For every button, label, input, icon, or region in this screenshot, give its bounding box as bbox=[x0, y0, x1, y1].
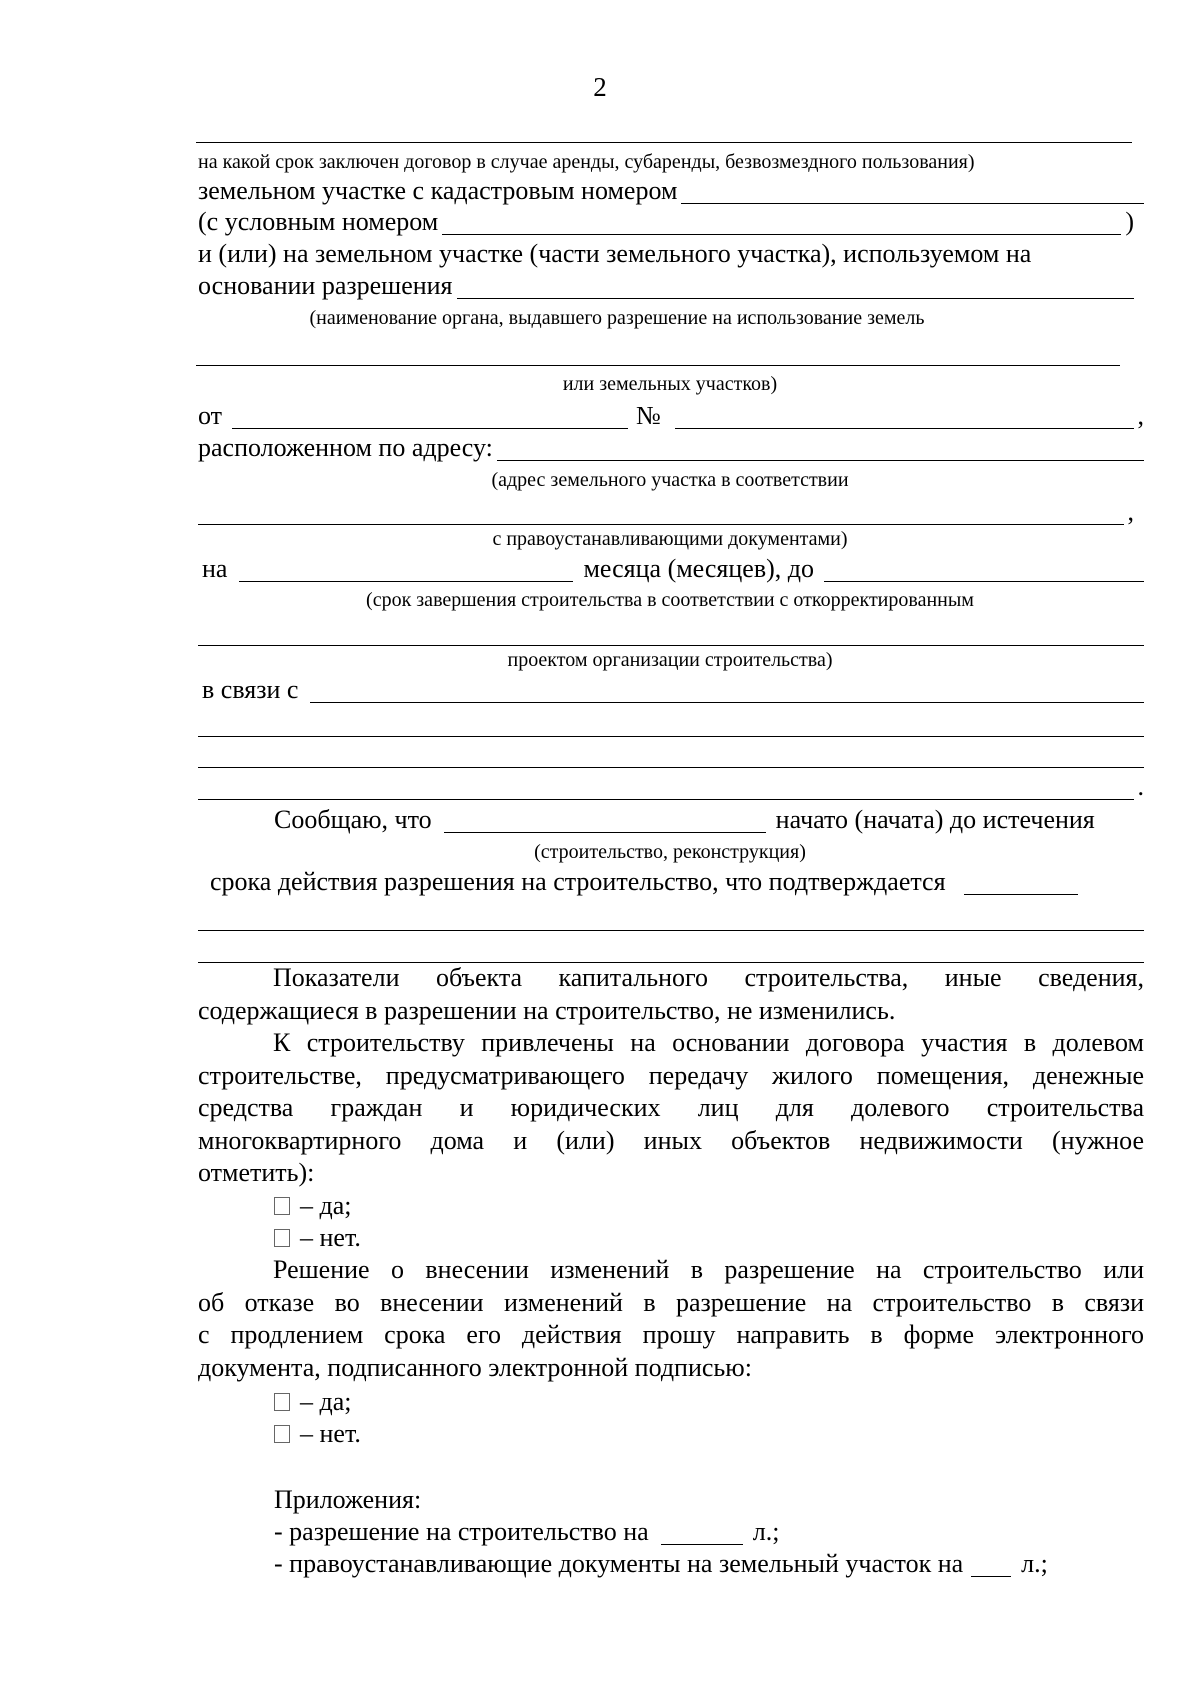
blank-line[interactable] bbox=[196, 142, 1132, 143]
paragraph-line: Решение о внесении изменений в разрешение на строительство или bbox=[273, 1255, 1144, 1284]
permit-number-field[interactable] bbox=[675, 405, 1134, 429]
paragraph-line: многоквартирного дома и (или) иных объектов недвижимости (нужное bbox=[198, 1125, 1144, 1155]
option-yes-label: – да; bbox=[300, 1191, 352, 1220]
conditional-number-row bbox=[198, 206, 1134, 238]
number-sign: № bbox=[636, 401, 661, 430]
paragraph-line: К строительству привлечены на основании договора участия в долевом bbox=[273, 1028, 1144, 1057]
months-mid-label: месяца (месяцев), до bbox=[583, 554, 814, 583]
permit-label: основании разрешения bbox=[198, 271, 453, 300]
hint-lease-term: на какой срок заключен договор в случае аренды, субаренды, безвозмездного пользования) bbox=[198, 151, 975, 173]
option-no-label: – нет. bbox=[300, 1419, 361, 1448]
option-no bbox=[274, 1222, 361, 1254]
sheets-suffix: л.; bbox=[752, 1517, 780, 1546]
months-row bbox=[198, 553, 1144, 585]
completion-line[interactable] bbox=[198, 645, 1144, 646]
option-no bbox=[274, 1418, 361, 1450]
conditional-number-field[interactable] bbox=[442, 211, 1121, 235]
permit-text: и (или) на земельном участке (части земельного участка), используемом на bbox=[198, 239, 1032, 268]
address-label: расположенном по адресу: bbox=[198, 433, 493, 462]
hint-lands: или земельных участков) bbox=[562, 373, 778, 395]
checkbox-yes[interactable] bbox=[274, 1197, 290, 1215]
reason-field[interactable] bbox=[310, 679, 1144, 703]
attachment-permit-row bbox=[274, 1516, 854, 1548]
address-continuation-field[interactable] bbox=[198, 501, 1124, 525]
paragraph-decision bbox=[198, 1254, 1144, 1384]
attachment-docs-label: - правоустанавливающие документы на земельный участок на bbox=[274, 1549, 964, 1578]
confirmation-line[interactable] bbox=[198, 930, 1144, 931]
reason-field[interactable] bbox=[198, 776, 1134, 800]
hint-permit-authority: (наименование органа, выдавшего разрешение на использование земель bbox=[309, 307, 925, 329]
option-no-label: – нет. bbox=[300, 1223, 361, 1252]
paragraph-line: строительстве, предусматривающего передачу жилого помещения, денежные bbox=[198, 1060, 1144, 1090]
paragraph-line: средства граждан и юридических лиц для долевого строительства bbox=[198, 1093, 1144, 1122]
address-continuation-row bbox=[198, 496, 1134, 528]
hint-project: проектом организации строительства) bbox=[507, 649, 833, 671]
validity-row bbox=[210, 866, 1144, 898]
option-yes-label: – да; bbox=[300, 1387, 352, 1416]
paragraph-line: отметить): bbox=[198, 1158, 315, 1187]
comma: , bbox=[1127, 497, 1134, 526]
attachment-docs-row bbox=[274, 1548, 1154, 1580]
permit-row bbox=[198, 270, 1134, 302]
hint-construction: (строительство, реконструкция) bbox=[534, 841, 806, 863]
permit-sheets-field[interactable] bbox=[661, 1521, 743, 1545]
cadastral-row bbox=[198, 175, 1144, 207]
paragraph-shared-construction bbox=[198, 1027, 1144, 1190]
permit-field[interactable] bbox=[457, 275, 1134, 299]
address-field[interactable] bbox=[497, 437, 1144, 461]
reason-line[interactable] bbox=[198, 767, 1144, 768]
comma: , bbox=[1137, 401, 1144, 430]
validity-label: срока действия разрешения на строительство, что подтверждается bbox=[210, 867, 946, 896]
permit-authority-line[interactable] bbox=[196, 365, 1120, 366]
docs-sheets-field[interactable] bbox=[971, 1553, 1011, 1577]
inform-row bbox=[198, 804, 1144, 836]
reason-last-row bbox=[198, 771, 1144, 803]
period: . bbox=[1137, 772, 1144, 801]
option-yes bbox=[274, 1190, 352, 1222]
address-row bbox=[198, 432, 1144, 464]
reason-label: в связи с bbox=[202, 675, 299, 704]
closing-parenthesis: ) bbox=[1125, 207, 1134, 236]
checkbox-electronic-yes[interactable] bbox=[274, 1393, 290, 1411]
inform-tail: начато (начата) до истечения bbox=[775, 805, 1095, 834]
inform-label: Сообщаю, что bbox=[274, 805, 432, 834]
paragraph-line: Показатели объекта капитального строительства, иные сведения, bbox=[273, 963, 1144, 992]
hint-title-documents: с правоустанавливающими документами) bbox=[492, 528, 848, 550]
confirmation-field[interactable] bbox=[964, 871, 1078, 895]
paragraph-line: с продлением срока его действия прошу направить в форме электронного bbox=[198, 1320, 1144, 1349]
cadastral-label: земельном участке с кадастровым номером bbox=[198, 176, 678, 205]
date-label: от bbox=[198, 401, 223, 430]
hint-address: (адрес земельного участка в соответствии bbox=[491, 469, 849, 491]
date-number-row bbox=[198, 400, 1144, 432]
attachment-permit-label: - разрешение на строительство на bbox=[274, 1517, 649, 1546]
months-label: на bbox=[202, 554, 228, 583]
reason-row bbox=[198, 674, 1144, 706]
reason-line[interactable] bbox=[198, 736, 1144, 737]
months-field[interactable] bbox=[239, 558, 573, 582]
paragraph-indicators bbox=[198, 962, 1144, 1027]
attachments-title: Приложения: bbox=[274, 1485, 422, 1514]
completion-date-field[interactable] bbox=[824, 558, 1144, 582]
hint-completion: (срок завершения строительства в соответствии с откорректированным bbox=[366, 589, 974, 611]
checkbox-no[interactable] bbox=[274, 1229, 290, 1247]
paragraph-line: об отказе во внесении изменений в разрешение на строительство в связи bbox=[198, 1287, 1144, 1317]
paragraph-line: документа, подписанного электронной подписью: bbox=[198, 1352, 752, 1382]
date-field[interactable] bbox=[232, 405, 628, 429]
cadastral-number-field[interactable] bbox=[681, 180, 1144, 204]
sheets-suffix: л.; bbox=[1021, 1549, 1048, 1578]
paragraph-line: содержащиеся в разрешении на строительство, не изменились. bbox=[198, 995, 896, 1025]
conditional-number-label: (с условным номером bbox=[198, 207, 439, 236]
construction-type-field[interactable] bbox=[444, 809, 766, 833]
checkbox-electronic-no[interactable] bbox=[274, 1425, 290, 1443]
option-yes bbox=[274, 1386, 352, 1418]
page-number: 2 bbox=[593, 72, 607, 102]
